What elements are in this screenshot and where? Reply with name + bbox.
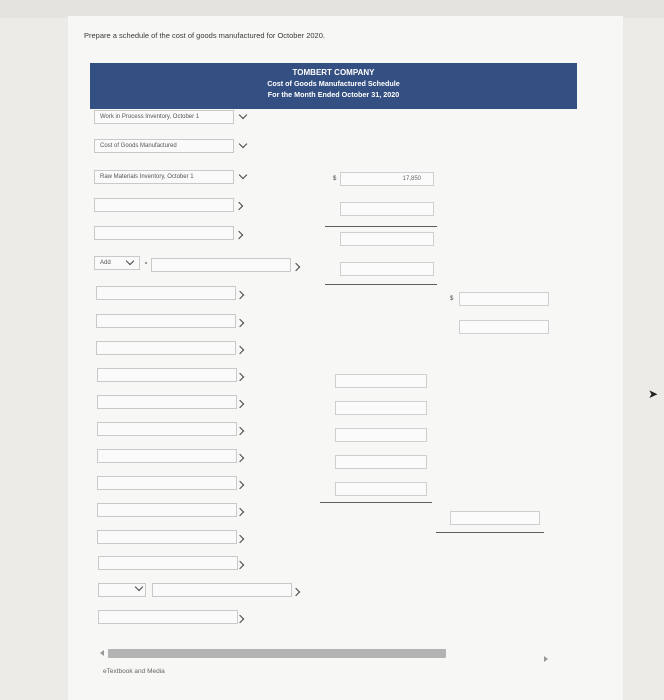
row-19-select[interactable] <box>98 610 238 624</box>
company-name: TOMBERT COMPANY <box>292 68 375 77</box>
dot-divider <box>145 262 147 264</box>
scroll-right-arrow-icon[interactable] <box>544 656 548 662</box>
subtotal-rule <box>325 284 437 285</box>
row-8-total-input[interactable] <box>459 320 549 334</box>
wip-select[interactable] <box>94 110 234 124</box>
subtotal-rule <box>436 532 544 533</box>
row-13-select[interactable] <box>97 449 237 463</box>
dollar-sign: $ <box>333 176 337 182</box>
add-select-label: Add <box>100 260 111 266</box>
mouse-cursor-icon: ➤ <box>648 387 659 401</box>
overhead-2-input[interactable] <box>335 401 427 415</box>
row-14-select[interactable] <box>97 476 237 490</box>
schedule-period: For the Month Ended October 31, 2020 <box>267 90 400 99</box>
etextbook-link[interactable]: eTextbook and Media <box>103 668 165 675</box>
overhead-3-input[interactable] <box>335 428 427 442</box>
raw-materials-select-label: Raw Materials Inventory, October 1 <box>100 174 194 180</box>
row-12-select[interactable] <box>97 422 237 436</box>
add-select[interactable] <box>94 256 140 270</box>
row-18-item-select[interactable] <box>152 583 292 597</box>
schedule-header <box>90 63 577 109</box>
overhead-1-input[interactable] <box>335 374 427 388</box>
row-8-select[interactable] <box>96 314 236 328</box>
wip-select-label: Work in Process Inventory, October 1 <box>100 114 200 120</box>
row-7-select[interactable] <box>96 286 236 300</box>
dollar-sign: $ <box>450 296 454 302</box>
raw-materials-amount-input[interactable]: 17,850 <box>340 172 434 186</box>
cogm-select[interactable] <box>94 139 234 153</box>
row-11-select[interactable] <box>97 395 237 409</box>
schedule-title: Cost of Goods Manufactured Schedule <box>267 79 400 88</box>
overhead-total-input[interactable] <box>450 511 540 525</box>
overhead-5-input[interactable] <box>335 482 427 496</box>
row-15-select[interactable] <box>97 503 237 517</box>
subtotal-rule <box>325 226 437 227</box>
instruction-text: Prepare a schedule of the cost of goods manufactured for October 2020. <box>84 31 325 40</box>
row-17-select[interactable] <box>98 556 238 570</box>
subtotal-rule <box>320 502 432 503</box>
row-16-select[interactable] <box>97 530 237 544</box>
scroll-left-arrow-icon[interactable] <box>100 650 104 656</box>
add-amount-input[interactable] <box>340 262 434 276</box>
row-5-select[interactable] <box>94 226 234 240</box>
row-5-amount-input[interactable] <box>340 232 434 246</box>
row-7-total-input[interactable] <box>459 292 549 306</box>
row-4-select[interactable] <box>94 198 234 212</box>
add-item-select[interactable] <box>151 258 291 272</box>
row-10-select[interactable] <box>97 368 237 382</box>
overhead-4-input[interactable] <box>335 455 427 469</box>
row-4-amount-input[interactable] <box>340 202 434 216</box>
scrollbar-thumb[interactable] <box>108 649 446 658</box>
row-9-select[interactable] <box>96 341 236 355</box>
cogm-select-label: Cost of Goods Manufactured <box>100 143 177 149</box>
raw-materials-select[interactable] <box>94 170 234 184</box>
